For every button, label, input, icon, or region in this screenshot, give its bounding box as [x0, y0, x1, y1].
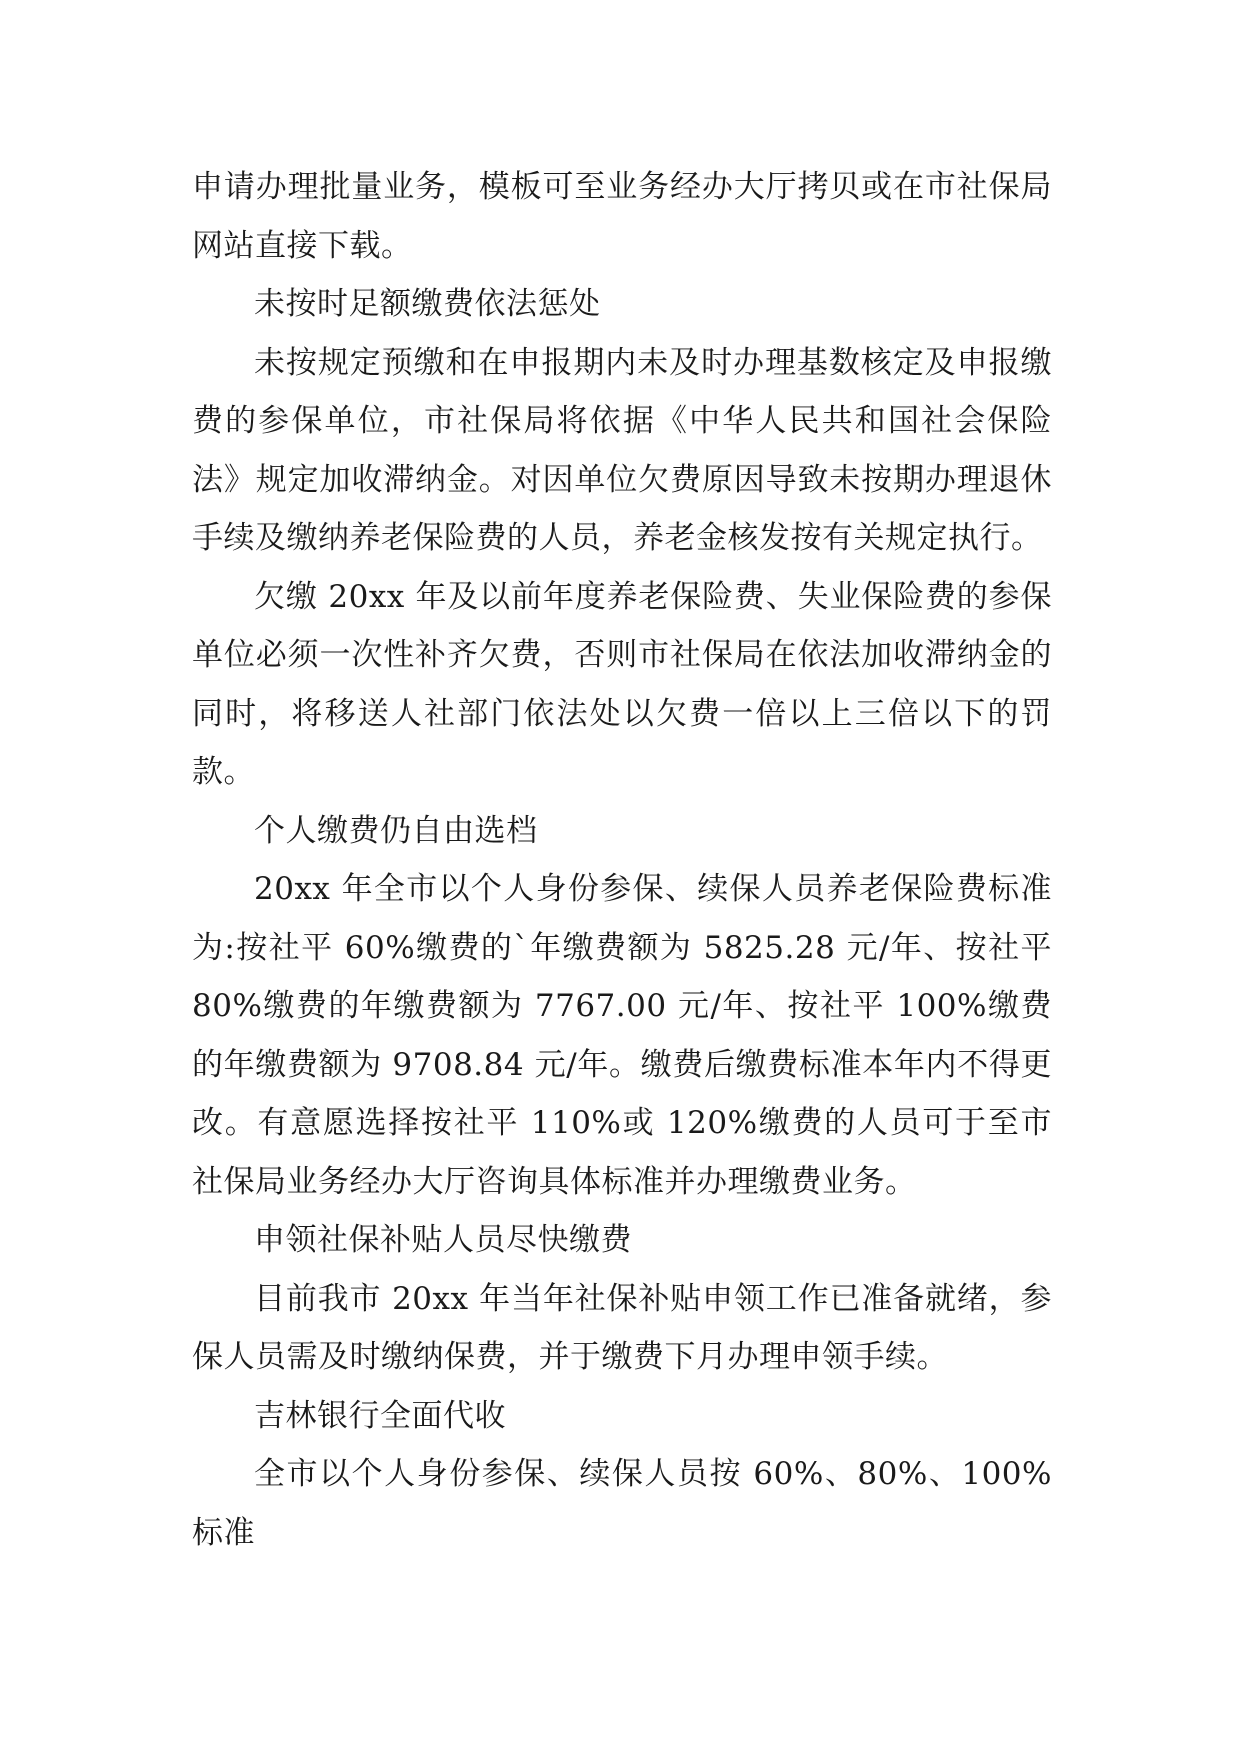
heading-subsidy-applicants: 申领社保补贴人员尽快缴费 [254, 1222, 632, 1258]
paragraph-subsidy-application: 目前我市 20xx 年当年社保补贴申领工作已准备就绪，参保人员需及时缴纳保费，并于缴费下月办理申领手续。 [192, 1280, 1052, 1375]
paragraph-batch-business: 申请办理批量业务，模板可至业务经办大厅拷贝或在市社保局网站直接下载。 [192, 169, 1052, 264]
heading-bank-collection: 吉林银行全面代收 [254, 1397, 506, 1434]
paragraph-contribution-standards: 20xx 年全市以个人身份参保、续保人员养老保险费标准为:按社平 60%缴费的`年缴费额为 5825.28 元/年、按社平 80%缴费的年缴费额为 7767.00 元/年、按社平 100%缴费的年缴费额为 9708.84 元/年。缴费后缴费标准本年内不得更改。有意愿选择按社平 110%或 120%缴费的人员可于至市社保局业务经办大厅咨询具体标准并办理缴费业务。 [192, 871, 1052, 1200]
paragraph-arrears-fine: 欠缴 20xx 年及以前年度养老保险费、失业保险费的参保单位必须一次性补齐欠费，否则市社保局在依法加收滞纳金的同时，将移送人社部门依法处以欠费一倍以上三倍以下的罚款。 [192, 578, 1052, 790]
heading-individual-contribution-tier: 个人缴费仍自由选档 [254, 812, 538, 849]
document-body [192, 158, 1052, 1562]
paragraph-late-fee-rules: 未按规定预缴和在申报期内未及时办理基数核定及申报缴费的参保单位，市社保局将依据《中华人民共和国社会保险法》规定加收滞纳金。对因单位欠费原因导致未按期办理退休手续及缴纳养老保险费的人员，养老金核发按有关规定执行。 [192, 344, 1052, 556]
heading-late-payment-penalty: 未按时足额缴费依法惩处 [254, 286, 601, 322]
paragraph-bank-collection-standard: 全市以个人身份参保、续保人员按 60%、80%、100%标准 [192, 1456, 1052, 1551]
